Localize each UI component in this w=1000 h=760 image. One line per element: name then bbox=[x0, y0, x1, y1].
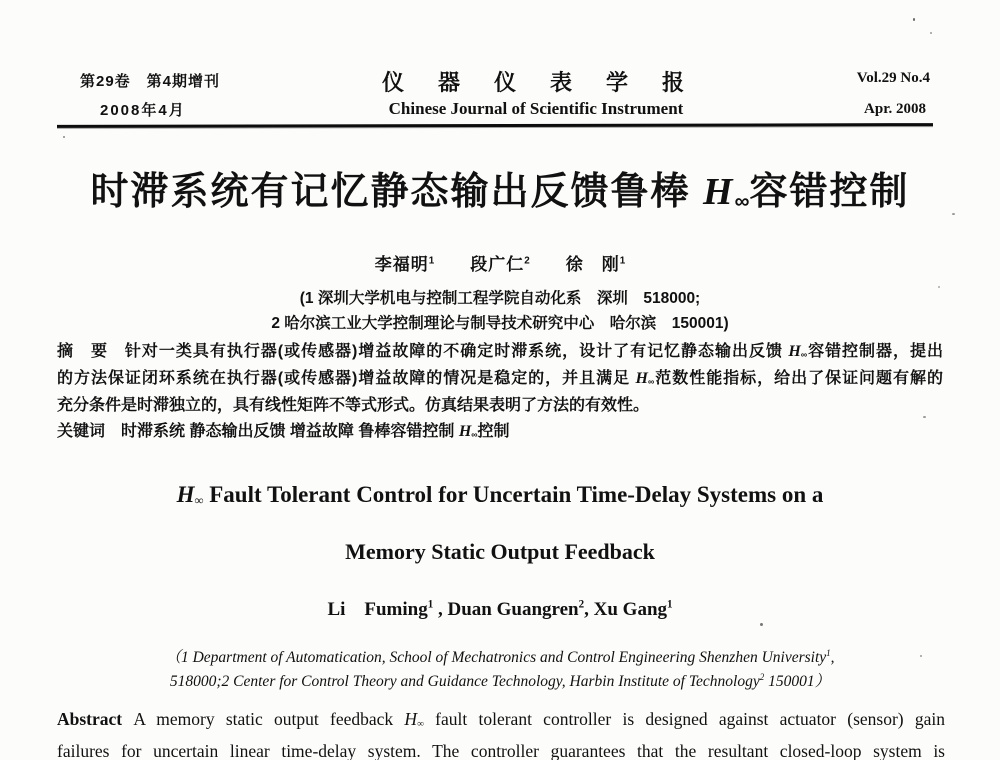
abstract-en-line1: Abstract A memory static output feedback H∞ fault tolerant controller is designed against actuator (sensor) gain bbox=[57, 709, 945, 730]
header-date-en: Apr. 2008 bbox=[864, 101, 926, 117]
scan-noise-dot bbox=[930, 32, 932, 34]
scan-noise-dot bbox=[760, 623, 763, 626]
header-vol-no: Vol.29 No.4 bbox=[856, 70, 930, 86]
scan-noise-dot bbox=[63, 136, 65, 138]
abstract-en-line2: failures for uncertain linear time-delay system. The controller guarantees that the resultant closed-loop system is bbox=[57, 741, 945, 760]
header-date-cn: 2008年4月 bbox=[100, 102, 186, 119]
header-rule bbox=[57, 123, 933, 128]
abstract-cn-line3: 充分条件是时滞独立的，具有线性矩阵不等式形式。仿真结果表明了方法的有效性。 bbox=[57, 397, 650, 414]
header-volume-issue: 第29卷 第4期增刊 bbox=[80, 73, 221, 90]
journal-title-cn: 仪 器 仪 表 学 报 bbox=[381, 70, 690, 95]
affiliation-en-line2: 518000;2 Center for Control Theory and Guidance Technology, Harbin Institute of Technology$^2$ 150001） bbox=[169, 671, 831, 690]
scan-noise-dot bbox=[913, 18, 915, 21]
paper-title-cn: 时滞系统有记忆静态输出反馈鲁棒 H∞容错控制 bbox=[90, 171, 910, 213]
affiliation-cn-line2: 2 哈尔滨工业大学控制理论与制导技术研究中心 哈尔滨 150001) bbox=[271, 315, 729, 332]
scan-noise-dot bbox=[938, 286, 940, 288]
abstract-cn-line2: 的方法保证闭环系统在执行器(或传感器)增益故障的情况是稳定的，并且满足 H∞范数性能指标，给出了保证问题有解的 bbox=[57, 370, 943, 387]
keywords-cn: 关键词 时滞系统 静态输出反馈 增益故障 鲁棒容错控制 H∞控制 bbox=[57, 423, 510, 440]
authors-en: Li Fuming$^1$ , Duan Guangren$^2$, Xu Gang$^1$ bbox=[327, 598, 673, 620]
affiliation-en-line1: （1 Department of Automatication, School of Mechatronics and Control Engineering Shenzhen University$^1$, bbox=[165, 647, 835, 666]
scan-noise-dot bbox=[920, 655, 922, 657]
paper-title-en-line1: H∞ Fault Tolerant Control for Uncertain Time-Delay Systems on a bbox=[176, 482, 824, 508]
affiliation-cn-line1: (1 深圳大学机电与控制工程学院自动化系 深圳 518000; bbox=[299, 290, 701, 307]
authors-cn: 李福明$^1$ 段广仁$^2$ 徐 刚$^1$ bbox=[374, 255, 626, 274]
scan-noise-dot bbox=[952, 213, 955, 215]
paper-title-en-line2: Memory Static Output Feedback bbox=[345, 539, 655, 564]
abstract-cn-line1: 摘 要 针对一类具有执行器(或传感器)增益故障的不确定时滞系统，设计了有记忆静态输出反馈 H∞容错控制器，提出 bbox=[57, 343, 943, 360]
scan-noise-dot bbox=[923, 416, 926, 418]
journal-title-en: Chinese Journal of Scientific Instrument bbox=[388, 99, 684, 118]
